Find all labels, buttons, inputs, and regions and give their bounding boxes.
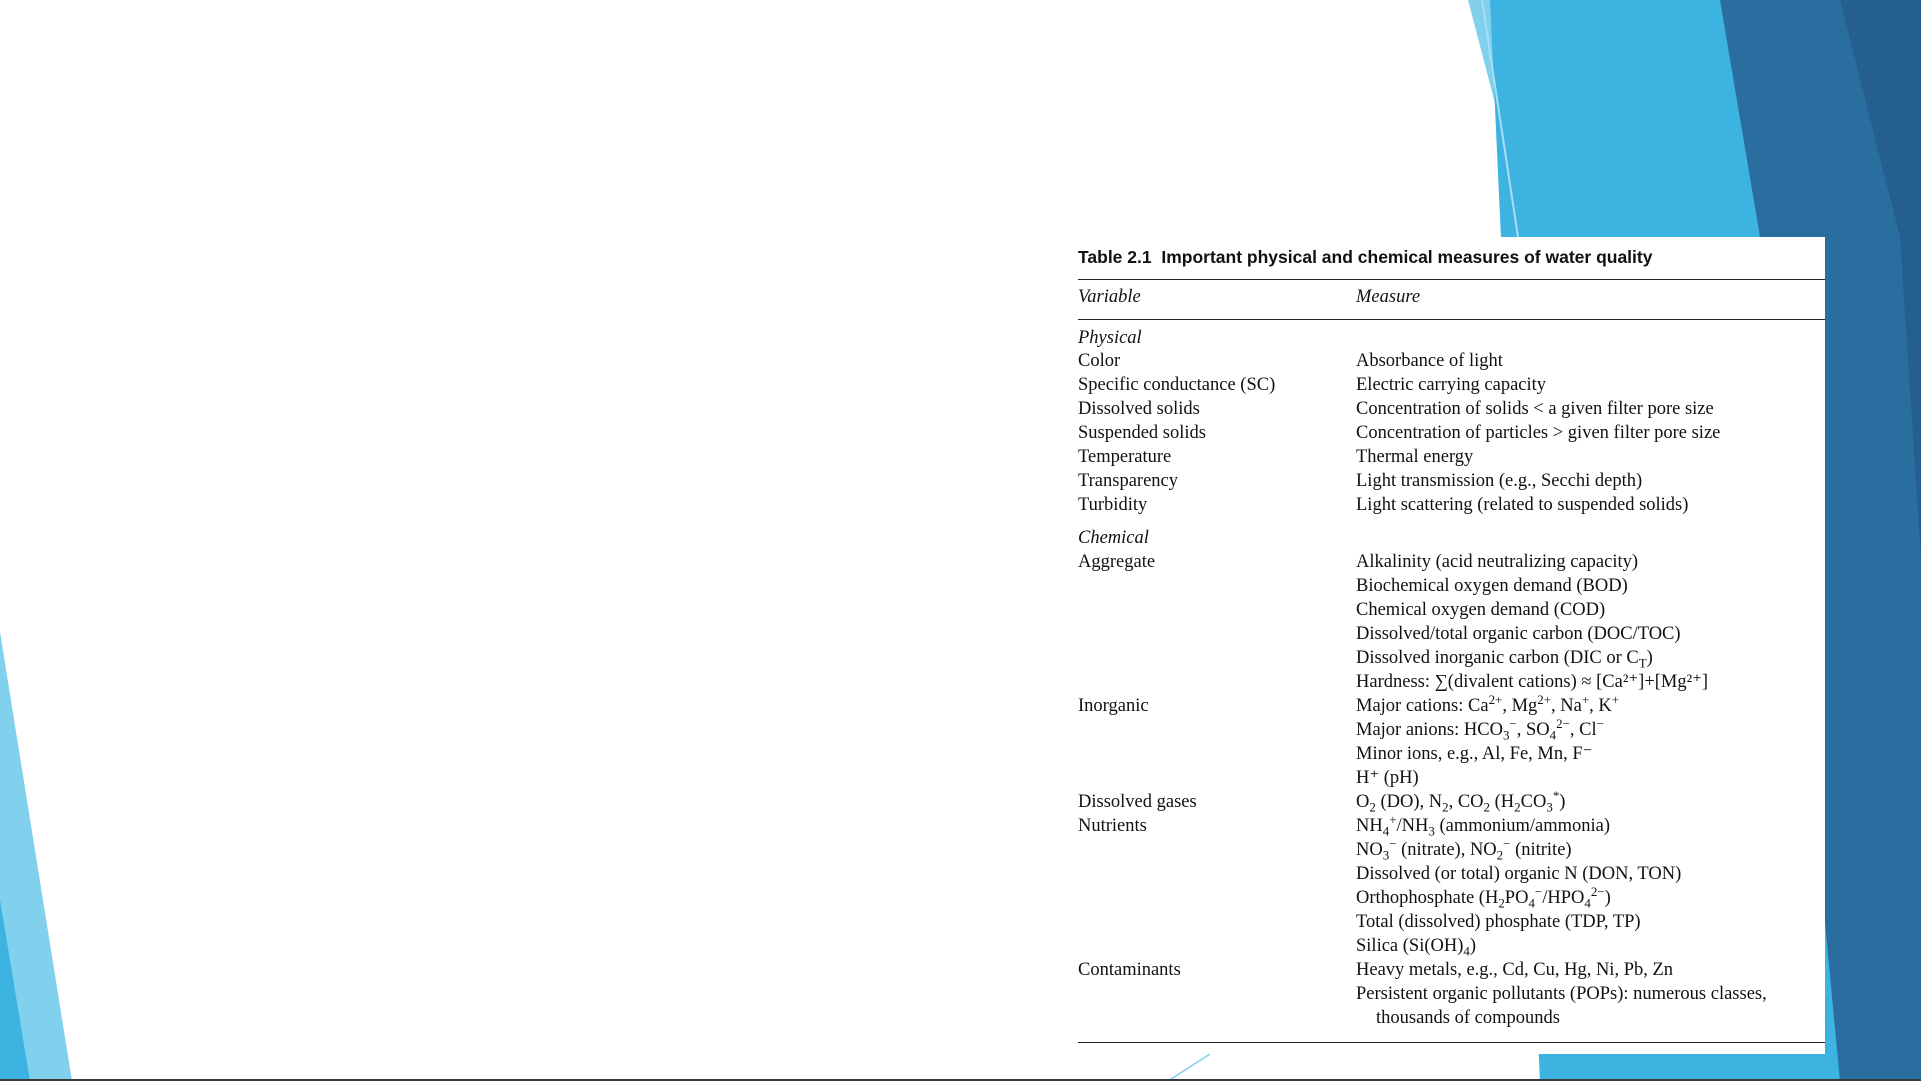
table-top-rule [1078, 279, 1825, 280]
measure-tdp: Total (dissolved) phosphate (TDP, TP) [1356, 912, 1641, 932]
table-row-measure: Electric carrying capacity [1356, 375, 1547, 395]
table-title: Important physical and chemical measures of water quality [1161, 247, 1653, 267]
measure-heavy-metals: Heavy metals, e.g., Cd, Cu, Hg, Ni, Pb, Zn [1356, 960, 1674, 980]
variable-contaminants: Contaminants [1078, 960, 1181, 980]
table-row-measure: Concentration of solids < a given filter pore size [1356, 399, 1714, 419]
measure-major-anions: Major anions: $HCO_3^-$, $SO_4^{2-}$, Cl− [1356, 715, 1604, 743]
table-number: Table 2.1 [1078, 247, 1152, 267]
table-row-variable: Dissolved solids [1078, 399, 1200, 419]
table-row-measure: Light scattering (related to suspended solids) [1356, 495, 1689, 515]
measure-orthophosphate: Orthophosphate $(H_2PO_4^-/HPO_4^{2-})$ [1356, 883, 1611, 911]
deco-bottom-line [1168, 1054, 1210, 1081]
table-row-variable: Turbidity [1078, 495, 1148, 515]
table-row-variable: Specific conductance (SC) [1078, 375, 1276, 395]
measure-nitrate: $NO_3^-$ (nitrate), $NO_2^-$ (nitrite) [1356, 835, 1572, 863]
table-row-variable: Temperature [1078, 447, 1172, 467]
section-physical: Physical [1078, 328, 1142, 348]
variable-nutrients: Nutrients [1078, 816, 1147, 836]
measure-pops: Persistent organic pollutants (POPs): numerous classes, [1356, 984, 1767, 1004]
table-bottom-rule [1078, 1042, 1825, 1043]
measure-ammonium: $NH_4^+/NH_3$ (ammonium/ammonia) [1356, 811, 1611, 839]
header-measure: Measure [1356, 287, 1421, 307]
header-variable: Variable [1078, 287, 1141, 307]
measure-doc-toc: Dissolved/total organic carbon (DOC/TOC) [1356, 624, 1681, 644]
table-row-measure: Absorbance of light [1356, 351, 1503, 371]
table-row-measure: Light transmission (e.g., Secchi depth) [1356, 471, 1643, 491]
measure-hardness: Hardness: ∑(divalent cations) ≈ [Ca²⁺]+[Mg²⁺] [1356, 672, 1709, 692]
measure-gases: $O_2$ (DO), $N_2$, $CO_2$ $(H_2CO_3^*)$ [1356, 787, 1566, 815]
measure-major-cations: Major cations: $Ca^{2+}$, $Mg^{2+}$, Na+, K+ [1356, 691, 1620, 716]
table-caption [1078, 247, 1652, 268]
measure-minor-ions: Minor ions, e.g., Al, Fe, Mn, F⁻ [1356, 744, 1593, 764]
table-row-measure: Thermal energy [1356, 447, 1474, 467]
measure-dic: Dissolved inorganic carbon (DIC or $C_T$) [1356, 648, 1653, 671]
table-row-variable: Transparency [1078, 471, 1179, 491]
table-row-variable: Color [1078, 351, 1121, 371]
measure-bod: Biochemical oxygen demand (BOD) [1356, 576, 1628, 596]
table-row-variable: Suspended solids [1078, 423, 1206, 443]
measure-cod: Chemical oxygen demand (COD) [1356, 600, 1606, 620]
section-chemical: Chemical [1078, 528, 1149, 548]
measure-alkalinity: Alkalinity (acid neutralizing capacity) [1356, 552, 1639, 572]
measure-ph: H⁺ (pH) [1356, 768, 1419, 788]
variable-inorganic: Inorganic [1078, 696, 1149, 716]
measure-silica: Silica $(Si(OH)_4)$ [1356, 936, 1477, 959]
measure-don: Dissolved (or total) organic N (DON, TON) [1356, 864, 1682, 884]
table-row-measure: Concentration of particles > given filter pore size [1356, 423, 1721, 443]
table-header-rule [1078, 319, 1825, 320]
variable-dissolved-gases: Dissolved gases [1078, 792, 1197, 812]
variable-aggregate: Aggregate [1078, 552, 1156, 572]
measure-pops-cont: thousands of compounds [1376, 1008, 1560, 1028]
water-quality-table [1057, 237, 1825, 1054]
